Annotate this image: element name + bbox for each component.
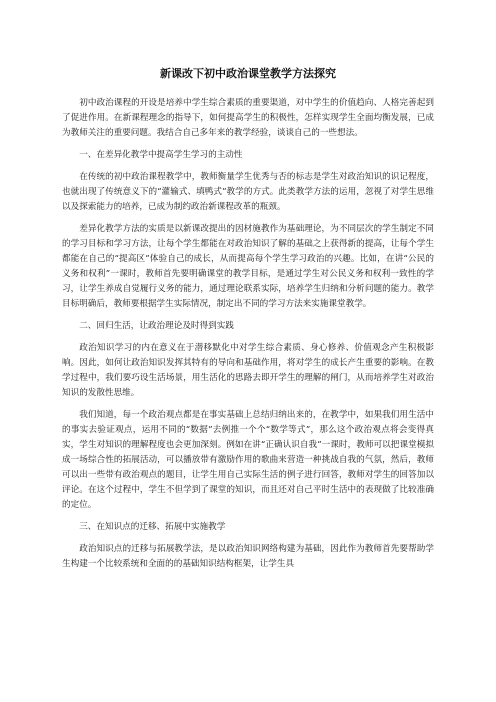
body-paragraph: 政治知识点的迁移与拓展教学法，是以政治知识网络构建为基础，因此作为教师首先要帮助学生构建一个比较系统和全面的的基础知识结构框架，让学生具 xyxy=(62,544,434,569)
intro-paragraph: 初中政治课程的开设是培养中学生综合素质的重要渠道，对中学生的价值趋向、人格完善起到了促进作用。在新课程理念的指导下，如何提高学生的积极性，怎样实现学生全面均衡发展，已成为教师关注的重要问题。我结合自己多年来的教学经验，谈谈自己的一些想法。 xyxy=(62,98,434,138)
section-heading-1: 一、在差异化教学中提高学生学习的主动性 xyxy=(79,150,243,160)
document-title: 新课改下初中政治课堂教学方法探究 xyxy=(160,67,336,80)
body-paragraph: 政治知识学习的内在意义在于潜移默化中对学生综合素质、身心修养、价值观念产生积极影响。因此，如何让政治知识发挥其特有的导向和基础作用，将对学生的成长产生重要的影响。在教学过程中，我们要巧设生活场景，用生活化的思路去即开学生的理解的闸门，从而培养学生对政治知识的发散性思维。 xyxy=(62,343,434,398)
section-heading-2: 二、回归生活，让政治理论及时得到实践 xyxy=(79,321,234,331)
body-paragraph: 在传统的初中政治课程教学中，教师衡量学生优秀与否的标志是学生对政治知识的识记程度，也就出现了传统意义下的“灌输式、填鸭式”教学的方式。此类教学方法的运用，忽视了对学生思维以及探索能力的培养，已成为制约政治新课程改革的瓶颈。 xyxy=(62,172,434,212)
body-paragraph: 差异化教学方法的实质是以新课改提出的因材施教作为基础理论，为不同层次的学生制定不同的学习目标和学习方法，让每个学生都能在对政治知识了解的基础之上获得新的提高，让每个学生都能在自己的“提高区”体验自己的成长，从而提高每个学生学习政治的兴趣。比如，在讲“公民的义务和权利”一课时，教师首先要明确课堂的教学目标，是通过学生对公民义务和权利一致性的学习，让学生养成自觉履行义务的能力，通过理论联系实际，培养学生归纳和分析问题的能力。教学目标明确后，教师要根据学生实际情况，制定出不同的学习方法来实施课堂教学。 xyxy=(62,224,434,309)
section-heading-3: 三、在知识点的迁移、拓展中实施教学 xyxy=(79,522,226,532)
body-paragraph: 我们知道，每一个政治观点都是在事实基础上总结归纳出来的，在教学中，如果我们用生活中的事实去验证观点，运用不同的“数据”去例推一个个“数学等式”，那么这个政治观点将会变得真实，学生对知识的理解程度也会更加深刻。例如在讲“正确认识自我”一课时，教师可以把课堂模拟成一场综合性的拓展活动，可以播放带有激励作用的歌曲来营造一种挑战自我的气氛，然后，教师可以出一些带有政治观点的题目，让学生用自己实际生活的例子进行回答，教师对学生的回答加以评论。在这个过程中，学生不但学到了课堂的知识，而且还对自己平时生活中的表现做了比较准确的定位。 xyxy=(62,410,434,510)
document-body xyxy=(62,66,434,579)
